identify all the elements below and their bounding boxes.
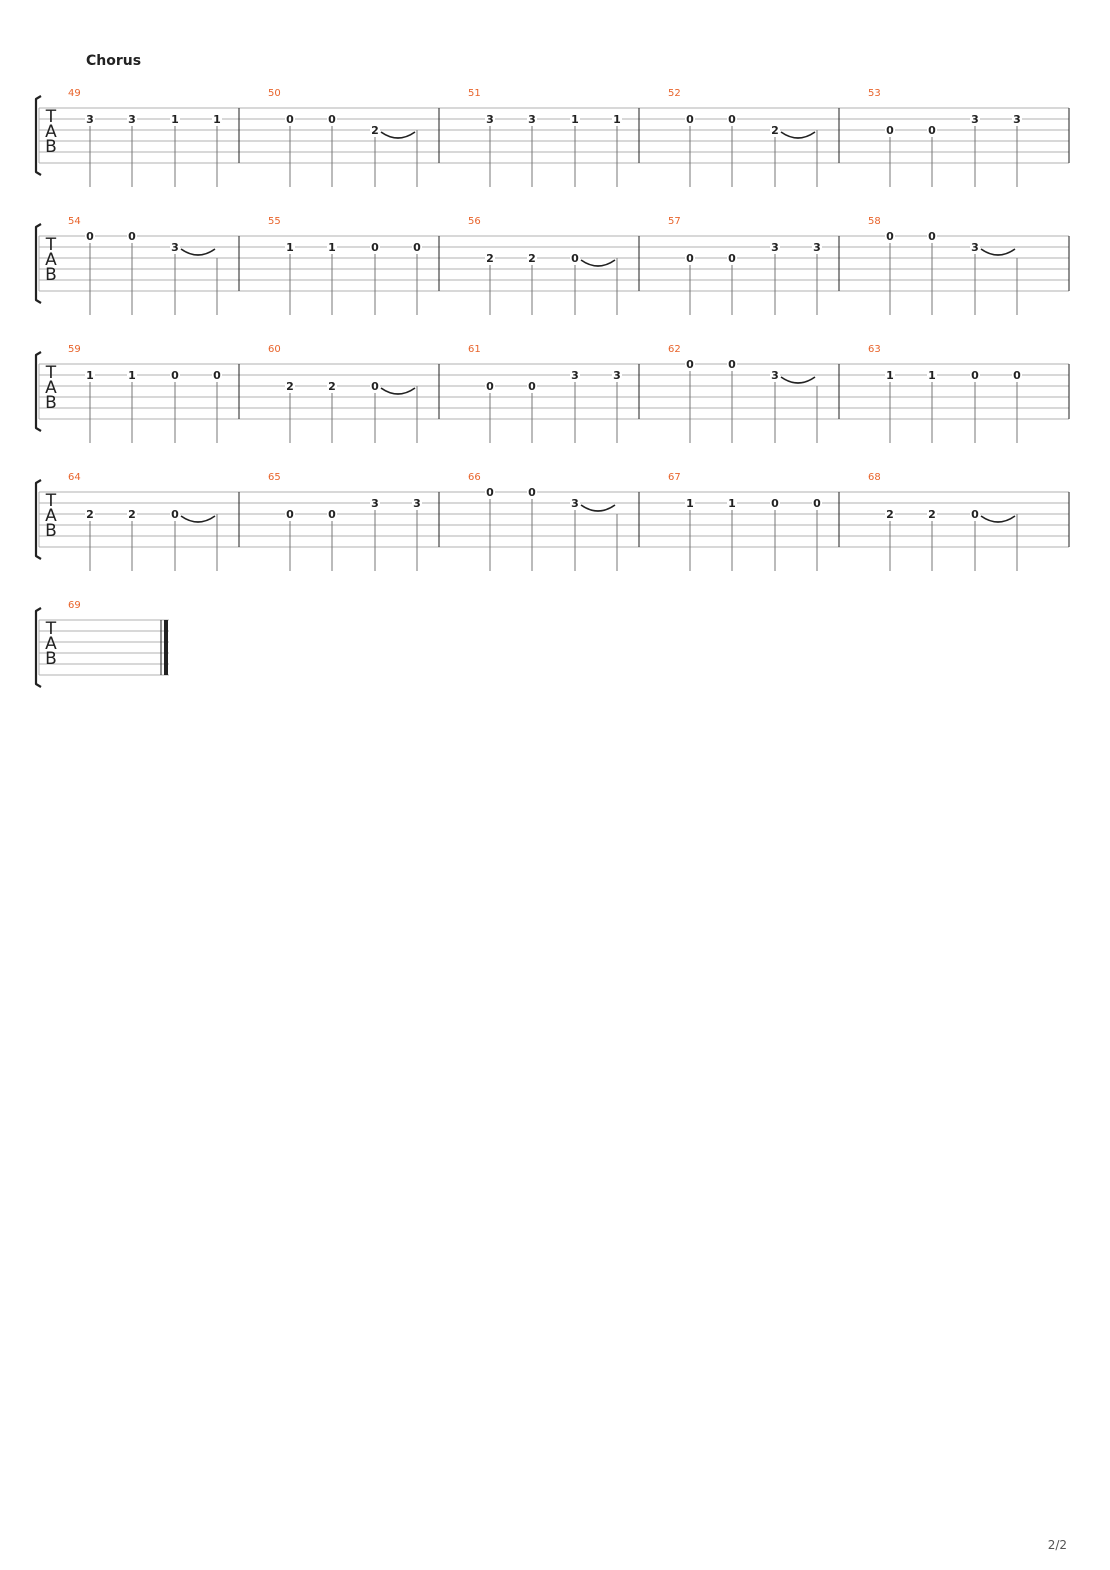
fret-number: 3 <box>486 113 494 126</box>
fret-number: 2 <box>771 124 779 137</box>
fret-number: 0 <box>771 497 779 510</box>
fret-number: 0 <box>413 241 421 254</box>
tie-arc <box>981 516 1015 522</box>
fret-number: 1 <box>571 113 579 126</box>
measure-number: 57 <box>668 216 681 227</box>
tie-arc <box>581 505 615 511</box>
measure-number: 66 <box>468 472 481 483</box>
fret-number: 0 <box>328 113 336 126</box>
measure-number: 69 <box>68 600 81 611</box>
tie-arc <box>181 249 215 255</box>
measure-number: 62 <box>668 344 681 355</box>
fret-number: 0 <box>971 369 979 382</box>
section-title: Chorus <box>86 53 142 69</box>
fret-number: 3 <box>571 497 579 510</box>
fret-number: 1 <box>728 497 736 510</box>
tab-clef-letter: A <box>45 122 57 142</box>
fret-number: 3 <box>971 241 979 254</box>
fret-number: 1 <box>928 369 936 382</box>
fret-number: 0 <box>528 486 536 499</box>
measure-number: 58 <box>868 216 881 227</box>
tie-arc <box>181 516 215 522</box>
fret-number: 1 <box>128 369 136 382</box>
tab-clef-letter: B <box>45 137 57 157</box>
fret-number: 1 <box>171 113 179 126</box>
fret-number: 0 <box>571 252 579 265</box>
measure-number: 68 <box>868 472 881 483</box>
fret-number: 3 <box>613 369 621 382</box>
measure-number: 49 <box>68 88 81 99</box>
measure-number: 60 <box>268 344 281 355</box>
fret-number: 1 <box>886 369 894 382</box>
measure-number: 67 <box>668 472 681 483</box>
fret-number: 2 <box>371 124 379 137</box>
tie-arc <box>981 249 1015 255</box>
fret-number: 3 <box>571 369 579 382</box>
measure-number: 64 <box>68 472 81 483</box>
measure-number: 52 <box>668 88 681 99</box>
fret-number: 0 <box>486 486 494 499</box>
tie-arc <box>781 377 815 383</box>
fret-number: 3 <box>171 241 179 254</box>
tie-arc <box>781 132 815 138</box>
measure-number: 51 <box>468 88 481 99</box>
fret-number: 2 <box>886 508 894 521</box>
fret-number: 0 <box>213 369 221 382</box>
fret-number: 0 <box>728 252 736 265</box>
measure-number: 65 <box>268 472 281 483</box>
fret-number: 3 <box>528 113 536 126</box>
fret-number: 0 <box>286 113 294 126</box>
fret-number: 3 <box>86 113 94 126</box>
tie-arc <box>581 260 615 266</box>
fret-number: 2 <box>928 508 936 521</box>
fret-number: 2 <box>286 380 294 393</box>
tab-clef-letter: B <box>45 649 57 669</box>
tab-clef-letter: A <box>45 250 57 270</box>
measure-number: 56 <box>468 216 481 227</box>
fret-number: 0 <box>371 380 379 393</box>
fret-number: 0 <box>728 358 736 371</box>
tab-clef-letter: B <box>45 521 57 541</box>
fret-number: 0 <box>886 230 894 243</box>
tie-arc <box>381 132 415 138</box>
fret-number: 3 <box>813 241 821 254</box>
fret-number: 3 <box>413 497 421 510</box>
fret-number: 0 <box>728 113 736 126</box>
fret-number: 0 <box>286 508 294 521</box>
fret-number: 0 <box>328 508 336 521</box>
measure-number: 50 <box>268 88 281 99</box>
fret-number: 1 <box>213 113 221 126</box>
fret-number: 0 <box>486 380 494 393</box>
fret-number: 0 <box>1013 369 1021 382</box>
fret-number: 1 <box>86 369 94 382</box>
fret-number: 2 <box>128 508 136 521</box>
tab-clef-letter: A <box>45 634 57 654</box>
fret-number: 0 <box>928 230 936 243</box>
fret-number: 3 <box>371 497 379 510</box>
tab-clef-letter: B <box>45 265 57 285</box>
measure-number: 59 <box>68 344 81 355</box>
fret-number: 1 <box>328 241 336 254</box>
measure-number: 53 <box>868 88 881 99</box>
fret-number: 0 <box>86 230 94 243</box>
tab-clef-letter: T <box>45 235 57 255</box>
fret-number: 0 <box>813 497 821 510</box>
fret-number: 0 <box>686 252 694 265</box>
tab-clef-letter: A <box>45 506 57 526</box>
fret-number: 0 <box>528 380 536 393</box>
fret-number: 0 <box>171 508 179 521</box>
fret-number: 1 <box>613 113 621 126</box>
fret-number: 3 <box>971 113 979 126</box>
fret-number: 2 <box>528 252 536 265</box>
tab-clef-letter: T <box>45 619 57 639</box>
tab-clef-letter: A <box>45 378 57 398</box>
tab-clef-letter: T <box>45 491 57 511</box>
fret-number: 3 <box>1013 113 1021 126</box>
fret-number: 0 <box>171 369 179 382</box>
fret-number: 3 <box>771 369 779 382</box>
fret-number: 0 <box>128 230 136 243</box>
tab-clef-letter: B <box>45 393 57 413</box>
fret-number: 3 <box>128 113 136 126</box>
measure-number: 63 <box>868 344 881 355</box>
fret-number: 0 <box>886 124 894 137</box>
measure-number: 55 <box>268 216 281 227</box>
tab-clef-letter: T <box>45 363 57 383</box>
final-thick-barline <box>164 620 168 675</box>
fret-number: 0 <box>371 241 379 254</box>
fret-number: 0 <box>928 124 936 137</box>
page-number: 2/2 <box>1047 1538 1067 1552</box>
tie-arc <box>381 388 415 394</box>
measure-number: 54 <box>68 216 81 227</box>
fret-number: 2 <box>328 380 336 393</box>
fret-number: 0 <box>686 358 694 371</box>
fret-number: 0 <box>971 508 979 521</box>
fret-number: 2 <box>86 508 94 521</box>
fret-number: 3 <box>771 241 779 254</box>
fret-number: 2 <box>486 252 494 265</box>
tab-clef-letter: T <box>45 107 57 127</box>
fret-number: 0 <box>686 113 694 126</box>
fret-number: 1 <box>686 497 694 510</box>
fret-number: 1 <box>286 241 294 254</box>
measure-number: 61 <box>468 344 481 355</box>
